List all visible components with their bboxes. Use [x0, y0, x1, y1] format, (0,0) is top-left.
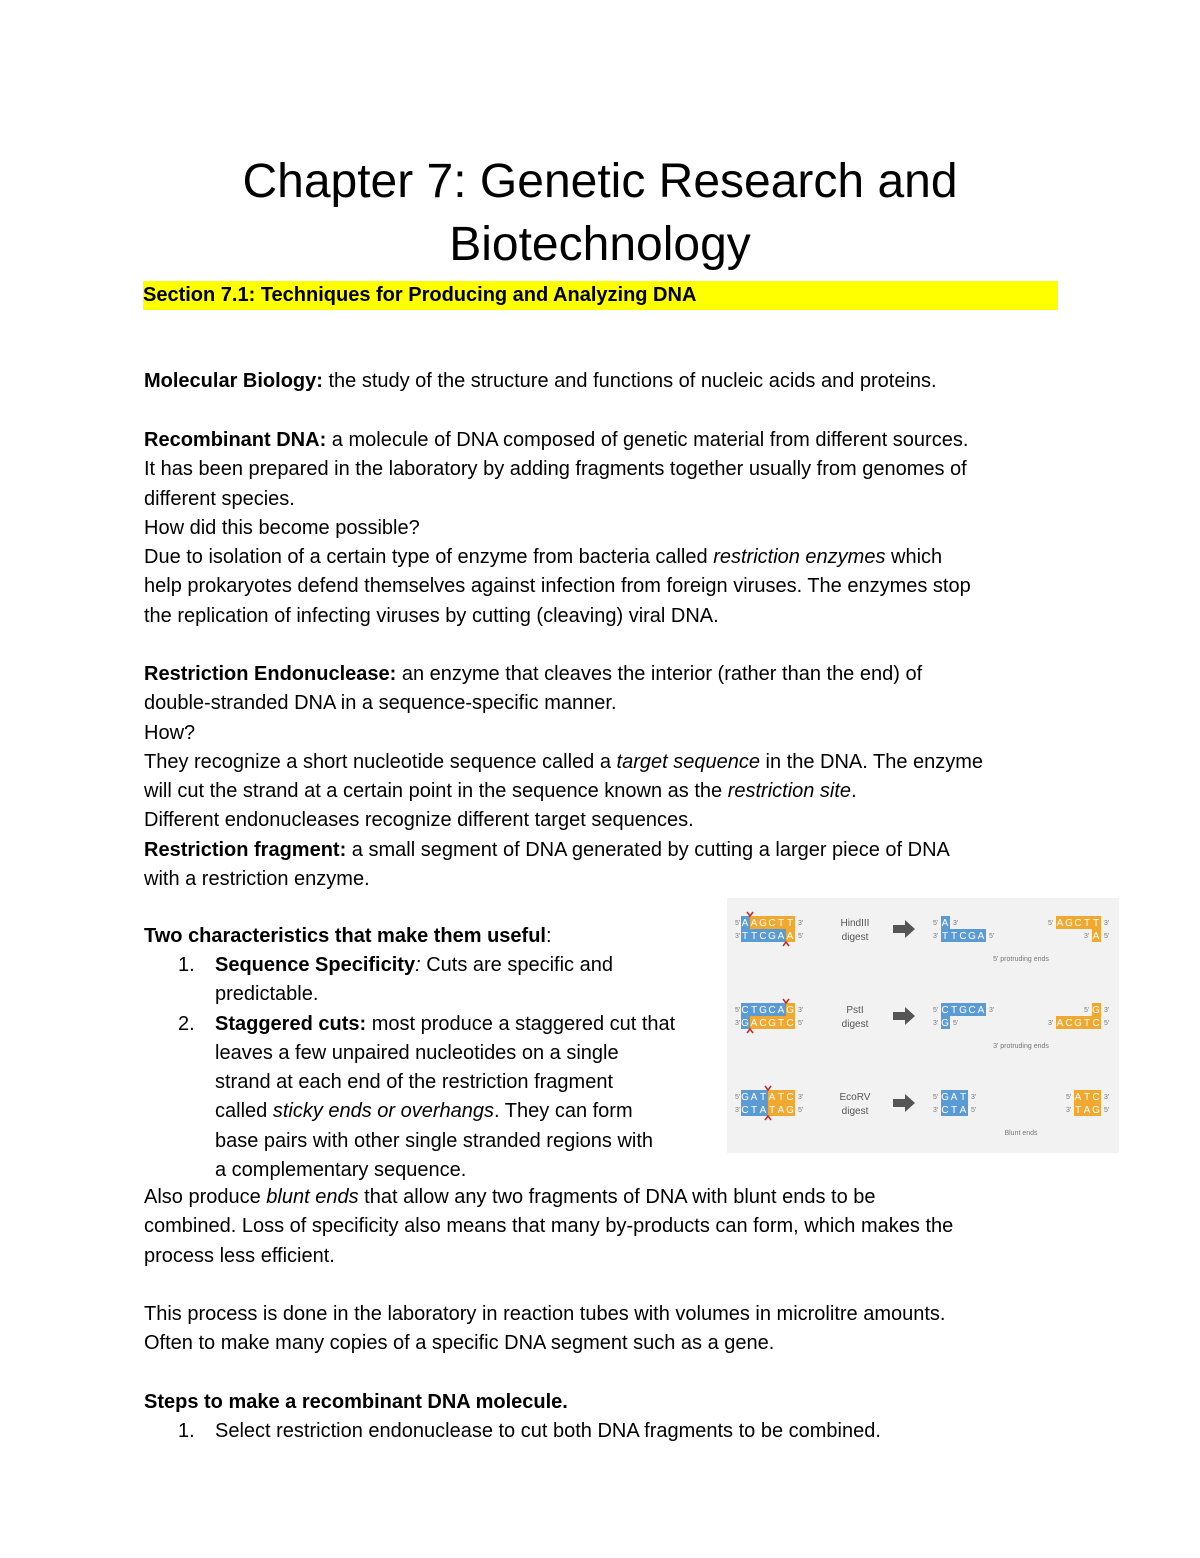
prime-label: 3': [1066, 1107, 1072, 1114]
prime-label: 3': [971, 1094, 977, 1101]
arrow-icon: [893, 1007, 915, 1025]
product-right-top-base: C: [1074, 918, 1083, 929]
cut-site-marker: [765, 1116, 771, 1120]
product-right-top-base: T: [1092, 918, 1101, 929]
text-line: Also produce: [144, 1186, 267, 1208]
restriction-endonuclease-paragraph: [144, 660, 1074, 894]
prime-label: 5': [798, 933, 804, 940]
dna-bottom-strand-base: T: [777, 1018, 786, 1029]
prime-label: 3': [798, 1007, 804, 1014]
product-left-top-base: A: [950, 1092, 959, 1103]
prime-label: 3': [798, 920, 804, 927]
product-left-bottom-base: G: [968, 931, 977, 942]
text-line: Often to make many copies of a specific DNA segment such as a gene.: [144, 1332, 775, 1355]
term-sequence-specificity: Sequence Specificity: [215, 954, 416, 976]
product-left-bottom-base: T: [941, 931, 950, 942]
prime-label: 3': [735, 1107, 741, 1114]
dna-bottom-strand-base: A: [759, 1105, 768, 1116]
dna-bottom-strand-base: C: [759, 931, 768, 942]
prime-label: 3': [1104, 1094, 1110, 1101]
dna-top-strand-base: G: [741, 1092, 750, 1103]
dna-top-strand-base: C: [768, 918, 777, 929]
product-left-bottom-base: T: [950, 1105, 959, 1116]
dna-bottom-strand-base: A: [777, 1105, 786, 1116]
text-line: How did this become possible?: [144, 516, 420, 539]
prime-label: 5': [798, 1020, 804, 1027]
dna-bottom-strand-base: G: [768, 1018, 777, 1029]
dna-bottom-strand-base: C: [759, 1018, 768, 1029]
prime-label: 5': [1066, 1094, 1072, 1101]
product-left-top-base: C: [968, 1005, 977, 1016]
product-left-top-base: T: [950, 1005, 959, 1016]
product-right-bottom-base: T: [1083, 1018, 1092, 1029]
prime-label: 5': [1104, 1020, 1110, 1027]
dna-top-strand-base: T: [759, 1092, 768, 1103]
product-right-bottom-base: T: [1074, 1105, 1083, 1116]
prime-label: 5': [735, 1007, 741, 1014]
dna-top-strand-base: G: [759, 1005, 768, 1016]
prime-label: 5': [1104, 1107, 1110, 1114]
text-line: will cut the strand at a certain point in the sequence known as the: [144, 780, 728, 803]
text-line: .: [851, 780, 857, 803]
product-left-top-base: G: [941, 1092, 950, 1103]
text-line: with a restriction enzyme.: [144, 868, 370, 891]
text-line: in the DNA. The enzyme: [759, 750, 984, 773]
text-line: combined. Loss of specificity also means that many by-products can form, which makes the: [144, 1215, 954, 1238]
italic-term: sticky ends or overhangs: [272, 1100, 495, 1123]
chapter-title-line2: Biotechnology: [449, 218, 751, 271]
cut-site-marker: [747, 912, 753, 916]
dna-bottom-strand-base: T: [768, 1105, 777, 1116]
prime-label: 3': [735, 1020, 741, 1027]
term-colon: :: [415, 954, 421, 976]
text-line: the replication of infecting viruses by cutting (cleaving) viral DNA.: [144, 604, 719, 627]
text-line: It has been prepared in the laboratory by adding fragments together usually from genomes of: [144, 458, 967, 481]
product-left-bottom-base: A: [977, 931, 986, 942]
dna-top-strand-base: A: [777, 1005, 786, 1016]
molecular-biology-definition: [144, 367, 1074, 396]
product-left-bottom-base: G: [941, 1018, 950, 1029]
dna-top-strand-base: A: [750, 1092, 759, 1103]
prime-label: 3': [953, 920, 959, 927]
digest-caption: 5' protruding ends: [993, 956, 1049, 963]
product-right-bottom-base: C: [1065, 1018, 1074, 1029]
list-item: [144, 951, 714, 1010]
prime-label: 3': [1084, 933, 1090, 940]
digest-label: digest: [841, 1106, 869, 1117]
text-line: which: [885, 546, 943, 569]
prime-label: 3': [933, 1020, 939, 1027]
text-line: They recognize a short nucleotide sequence called a: [144, 750, 617, 773]
term-recombinant-dna: Recombinant DNA:: [144, 429, 327, 451]
characteristics-heading: [144, 922, 724, 951]
dna-top-strand-base: T: [750, 1005, 759, 1016]
product-left-bottom-base: T: [950, 931, 959, 942]
list-item: [144, 1010, 714, 1186]
product-right-top-base: A: [1074, 1092, 1083, 1103]
dna-bottom-strand-base: G: [741, 1018, 750, 1029]
prime-label: 3': [933, 1107, 939, 1114]
chapter-title-line1: Chapter 7: Genetic Research and: [242, 155, 958, 208]
list-number: 1.: [178, 1420, 195, 1442]
characteristics-list: [144, 951, 714, 1185]
prime-label: 5': [735, 1094, 741, 1101]
product-right-bottom-base: C: [1092, 1018, 1101, 1029]
italic-term: blunt ends: [266, 1186, 359, 1208]
product-left-bottom-base: C: [959, 931, 968, 942]
recombinant-dna-paragraph: [144, 426, 1074, 631]
dna-top-strand-base: T: [786, 918, 795, 929]
arrow-icon: [893, 1094, 915, 1112]
italic-term: restriction enzymes: [713, 546, 886, 569]
text-line: base pairs with other single stranded regions with: [215, 1129, 654, 1152]
text-line: a molecule of DNA composed of genetic material from different sources.: [326, 429, 969, 451]
steps-heading: [144, 1388, 1074, 1417]
section-heading-highlighted: Section 7.1: Techniques for Producing and Analyzing DNA: [143, 281, 1058, 310]
italic-term: restriction site: [727, 780, 852, 803]
process-paragraph: [144, 1300, 1074, 1359]
cut-site-marker: [783, 942, 789, 946]
prime-label: 3': [1104, 1007, 1110, 1014]
prime-label: 5': [798, 1107, 804, 1114]
prime-label: 5': [933, 1007, 939, 1014]
restriction-digest-diagram: [727, 898, 1119, 1153]
prime-label: 5': [989, 933, 995, 940]
text-line: leaves a few unpaired nucleotides on a single: [215, 1041, 619, 1064]
steps-heading-text: Steps to make a recombinant DNA molecule.: [144, 1391, 568, 1413]
term-restriction-fragment: Restriction fragment:: [144, 838, 347, 861]
dna-top-strand-base: G: [759, 918, 768, 929]
list-item: [144, 1417, 1074, 1446]
steps-list: [144, 1417, 1074, 1446]
text-line: an enzyme that cleaves the interior (rather than the end) of: [396, 663, 923, 685]
dna-bottom-strand-base: G: [786, 1105, 795, 1116]
term-restriction-endonuclease: Restriction Endonuclease:: [144, 663, 397, 685]
product-right-bottom-base: G: [1074, 1018, 1083, 1029]
dna-bottom-strand-base: A: [786, 931, 795, 942]
prime-label: 5': [933, 1094, 939, 1101]
dna-bottom-strand-base: T: [741, 931, 750, 942]
dna-bottom-strand-base: A: [777, 931, 786, 942]
prime-label: 5': [1104, 933, 1110, 940]
prime-label: 5': [735, 920, 741, 927]
dna-top-strand-base: T: [777, 918, 786, 929]
product-left-top-base: T: [959, 1092, 968, 1103]
text-line: that allow any two fragments of DNA with blunt ends to be: [358, 1186, 876, 1208]
digest-label: digest: [841, 932, 869, 943]
prime-label: 5': [1048, 920, 1054, 927]
text-line: called: [215, 1100, 273, 1123]
list-number: 2.: [178, 1012, 195, 1035]
product-right-top-base: T: [1083, 918, 1092, 929]
restriction-enzyme-figure: [727, 898, 1119, 1153]
text-line: different species.: [144, 487, 295, 510]
text-line: a complementary sequence.: [215, 1159, 467, 1182]
characteristics-heading-text: Two characteristics that make them useful: [144, 925, 546, 947]
cut-site-marker: [747, 1029, 753, 1033]
product-right-bottom-base: A: [1092, 931, 1101, 942]
dna-top-strand-base: A: [750, 918, 759, 929]
blunt-ends-paragraph: [144, 1183, 1074, 1271]
dna-bottom-strand-base: T: [750, 931, 759, 942]
prime-label: 3': [735, 933, 741, 940]
product-right-bottom-base: G: [1092, 1105, 1101, 1116]
cut-site-marker: [765, 1086, 771, 1090]
arrow-icon: [893, 920, 915, 938]
enzyme-name: HindIII: [840, 918, 870, 929]
dna-top-strand-base: C: [786, 1092, 795, 1103]
text-line: Different endonucleases recognize different target sequences.: [144, 809, 694, 832]
list-number: 1.: [178, 954, 195, 976]
prime-label: 3': [989, 1007, 995, 1014]
heading-colon: :: [545, 925, 552, 947]
product-right-top-base: T: [1083, 1092, 1092, 1103]
dna-bottom-strand-base: G: [768, 931, 777, 942]
chapter-title: [144, 150, 1056, 276]
product-left-top-base: A: [941, 918, 950, 929]
enzyme-name: PstI: [846, 1005, 864, 1016]
term-molecular-biology: Molecular Biology:: [144, 370, 323, 392]
dna-top-strand-base: G: [786, 1005, 795, 1016]
text-line: double-stranded DNA in a sequence-specific manner.: [144, 692, 617, 715]
prime-label: 3': [798, 1094, 804, 1101]
product-right-top-base: G: [1065, 918, 1074, 929]
product-left-top-base: C: [941, 1005, 950, 1016]
enzyme-name: EcoRV: [839, 1092, 871, 1103]
dna-top-strand-base: C: [768, 1005, 777, 1016]
cut-site-marker: [783, 999, 789, 1003]
dna-top-strand-base: T: [777, 1092, 786, 1103]
text-line: predictable.: [215, 983, 319, 1006]
product-left-bottom-base: A: [959, 1105, 968, 1116]
dna-bottom-strand-base: C: [741, 1105, 750, 1116]
text-line: help prokaryotes defend themselves against infection from foreign viruses. The enzymes stop: [144, 575, 971, 598]
dna-top-strand-base: A: [768, 1092, 777, 1103]
product-right-top-base: A: [1056, 918, 1065, 929]
digest-caption: Blunt ends: [1004, 1130, 1038, 1137]
digest-label: digest: [841, 1019, 869, 1030]
text-line: a small segment of DNA generated by cutting a larger piece of DNA: [346, 838, 950, 861]
dna-bottom-strand-base: C: [786, 1018, 795, 1029]
prime-label: 3': [933, 933, 939, 940]
product-left-top-base: G: [959, 1005, 968, 1016]
prime-label: 5': [971, 1107, 977, 1114]
product-right-top-base: C: [1092, 1092, 1101, 1103]
text-line: This process is done in the laboratory in reaction tubes with volumes in microlitre amounts.: [144, 1303, 946, 1325]
text-line: Due to isolation of a certain type of enzyme from bacteria called: [144, 546, 714, 569]
prime-label: 5': [933, 920, 939, 927]
text-line: process less efficient.: [144, 1244, 335, 1267]
text-line: strand at each end of the restriction fragment: [215, 1071, 613, 1094]
product-left-bottom-base: C: [941, 1105, 950, 1116]
product-left-top-base: A: [977, 1005, 986, 1016]
term-staggered-cuts: Staggered cuts:: [215, 1012, 367, 1035]
dna-top-strand-base: C: [741, 1005, 750, 1016]
text-line: Cuts are specific and: [420, 954, 613, 976]
text-line: most produce a staggered cut that: [366, 1012, 676, 1035]
text-line: How?: [144, 721, 196, 744]
text-line: . They can form: [494, 1100, 633, 1123]
text-line: Select restriction endonuclease to cut both DNA fragments to be combined.: [215, 1420, 881, 1442]
dna-top-strand-base: A: [741, 918, 750, 929]
dna-bottom-strand-base: T: [750, 1105, 759, 1116]
product-right-bottom-base: A: [1056, 1018, 1065, 1029]
prime-label: 3': [1048, 1020, 1054, 1027]
prime-label: 5': [1084, 1007, 1090, 1014]
dna-bottom-strand-base: A: [750, 1018, 759, 1029]
prime-label: 5': [953, 1020, 959, 1027]
prime-label: 3': [1104, 920, 1110, 927]
digest-caption: 3' protruding ends: [993, 1043, 1049, 1050]
italic-term: target sequence: [616, 750, 760, 773]
definition-text: the study of the structure and functions of nucleic acids and proteins.: [322, 370, 937, 392]
product-right-top-base: G: [1092, 1005, 1101, 1016]
product-right-bottom-base: A: [1083, 1105, 1092, 1116]
